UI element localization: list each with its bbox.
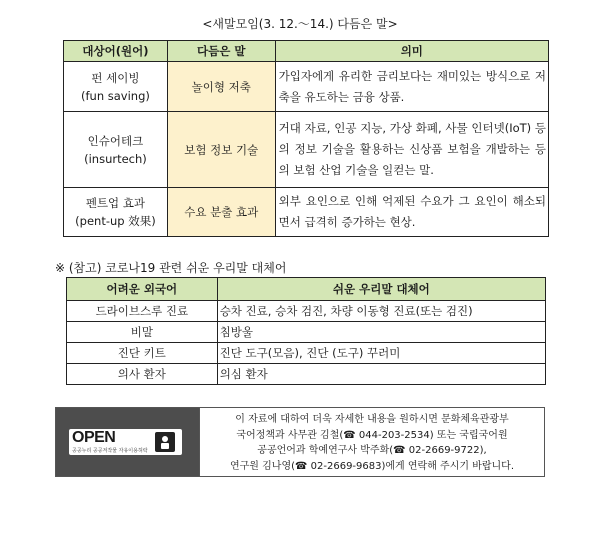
license-logo-subtext: 공공누리 공공저작물 자유이용허락 — [72, 448, 148, 454]
term-original: (pent-up 效果) — [75, 214, 156, 228]
term-cell — [64, 62, 168, 112]
table-row — [67, 322, 546, 343]
contact-line: 국어정책과 사무관 김철(☎ 044-203-2534) 또는 국립국어원 — [236, 429, 508, 441]
column-header-term: 대상어(원어) — [64, 41, 168, 62]
easy-term-cell: 진단 도구(모음), 진단 (도구) 꾸러미 — [217, 343, 545, 364]
meaning-cell: 외부 요인으로 인해 억제된 수요가 그 요인이 해소되면서 급격히 증가하는 현상. — [275, 188, 548, 237]
easy-term-cell: 침방울 — [217, 322, 545, 343]
covid-terms-table — [66, 277, 546, 385]
refined-term-cell: 수요 분출 효과 — [167, 188, 275, 237]
table-row — [67, 343, 546, 364]
meaning-cell: 가입자에게 유리한 금리보다는 재미있는 방식으로 저축을 유도하는 금융 상품. — [275, 62, 548, 112]
easy-term-cell: 의심 환자 — [217, 364, 545, 385]
meaning-cell: 거대 자료, 인공 지능, 가상 화폐, 사물 인터넷(IoT) 등의 정보 기술을 활용하는 신상품 보험을 개발하는 등의 보험 산업 기술을 일컫는 말. — [275, 112, 548, 188]
column-header-meaning: 의미 — [275, 41, 548, 62]
foreign-term-cell: 비말 — [67, 322, 218, 343]
term-korean: 펜트업 효과 — [85, 196, 146, 210]
term-cell — [64, 188, 168, 237]
contact-line: 이 자료에 대하여 더욱 자세한 내용을 원하시면 문화체육관광부 — [235, 414, 509, 425]
table-row — [64, 62, 549, 112]
table-row — [67, 301, 546, 322]
contact-footer — [55, 407, 545, 477]
refined-terms-table — [63, 40, 549, 237]
term-korean: 인슈어테크 — [87, 133, 144, 148]
easy-term-cell: 승차 진료, 승차 검진, 차량 이동형 진료(또는 검진) — [217, 301, 545, 322]
license-logo-text: OPEN — [72, 429, 116, 446]
term-original: (insurtech) — [84, 151, 147, 166]
column-header-easy: 쉬운 우리말 대체어 — [217, 278, 545, 301]
foreign-term-cell: 진단 키트 — [67, 343, 218, 364]
attribution-icon — [155, 432, 175, 452]
column-header-foreign: 어려운 외국어 — [67, 278, 218, 301]
refined-term-cell: 놀이형 저축 — [167, 62, 275, 112]
table-row — [64, 188, 549, 237]
column-header-refined: 다듬은 말 — [167, 41, 275, 62]
terms-section-title: <새말모임(3. 12.～14.) 다듬은 말> — [202, 17, 398, 31]
contact-line: 연구원 김나영(☎ 02-2669-9683)에게 연락해 주시기 바랍니다. — [229, 460, 515, 472]
term-original: (fun saving) — [81, 88, 150, 103]
term-cell — [64, 112, 168, 188]
table-header-row — [64, 41, 549, 62]
refined-term-cell: 보험 정보 기술 — [167, 112, 275, 188]
table-row — [67, 364, 546, 385]
contact-line: 공공언어과 학예연구사 박주화(☎ 02-2669-9722), — [257, 445, 487, 456]
table-row — [64, 112, 549, 188]
covid-reference-note: ※ (참고) 코로나19 관련 쉬운 우리말 대체어 — [55, 261, 287, 275]
foreign-term-cell: 의사 환자 — [67, 364, 218, 385]
contact-info — [200, 412, 544, 474]
foreign-term-cell: 드라이브스루 진료 — [67, 301, 218, 322]
term-korean: 펀 세이빙 — [91, 70, 140, 85]
table-header-row — [67, 278, 546, 301]
license-panel — [56, 408, 200, 476]
open-license-logo — [69, 429, 182, 455]
